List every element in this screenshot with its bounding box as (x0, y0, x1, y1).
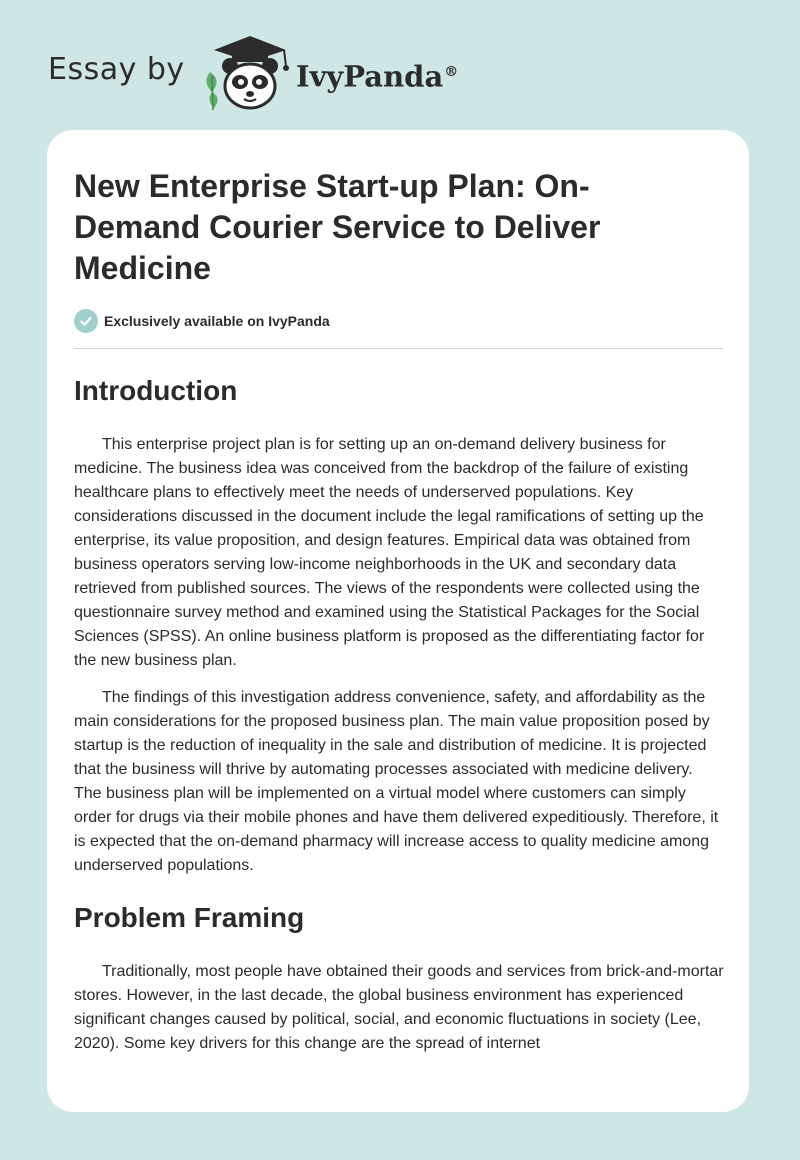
article-card (47, 130, 749, 1112)
registered-mark: ® (444, 64, 459, 80)
section-problem-framing (74, 898, 723, 1056)
check-circle-icon (74, 309, 98, 333)
brand-header[interactable] (48, 28, 508, 112)
paragraph: The findings of this investigation address convenience, safety, and affordability as the main considerations for the proposed business plan. The main value proposition posed by startup is the reduction of inequality in the sale and distribution of medicine. It is projected that the business will thrive by automating processes associated with medicine delivery. The business plan will be implemented on a virtual model where customers can simply order for drugs via their mobile phones and have them delivered expeditiously. Therefore, it is expected that the on-demand pharmacy will increase access to quality medicine among underserved populations. (74, 689, 719, 874)
paragraph: This enterprise project plan is for setting up an on-demand delivery business for medicine. The business idea was conceived from the backdrop of the failure of existing healthcare plans to effectively meet the needs of underserved populations. Key considerations discussed in the document include the legal ramifications of setting up the enterprise, its value proposition, and design features. Empirical data was obtained from business operators serving low-income neighborhoods in the UK and secondary data retrieved from published sources. The views of the respondents were collected using the questionnaire survey method and examined using the Statistical Packages for the Social Sciences (SPSS). An online business platform is proposed as the differentiating factor for the new business plan. (74, 436, 705, 669)
panda-graduate-icon (200, 28, 294, 112)
exclusive-badge (74, 307, 723, 335)
brand-name (296, 52, 458, 97)
exclusive-label: Exclusively available on IvyPanda (104, 313, 330, 329)
title-divider (74, 348, 723, 349)
section-heading: Introduction (74, 375, 238, 406)
paragraph: Traditionally, most people have obtained their goods and services from brick-and-mortar stores. However, in the last decade, the global business environment has experienced significant changes caused by political, social, and economic fluctuations in society (Lee, 2020). Some key drivers for this change are the spread of internet (74, 963, 724, 1052)
section-introduction (74, 371, 723, 878)
brand-prefix: Essay by (48, 52, 185, 87)
brand-name-text: IvyPanda (296, 59, 444, 94)
article-title: New Enterprise Start-up Plan: On-Demand Courier Service to Deliver Medicine (74, 168, 601, 286)
section-heading: Problem Framing (74, 902, 305, 933)
